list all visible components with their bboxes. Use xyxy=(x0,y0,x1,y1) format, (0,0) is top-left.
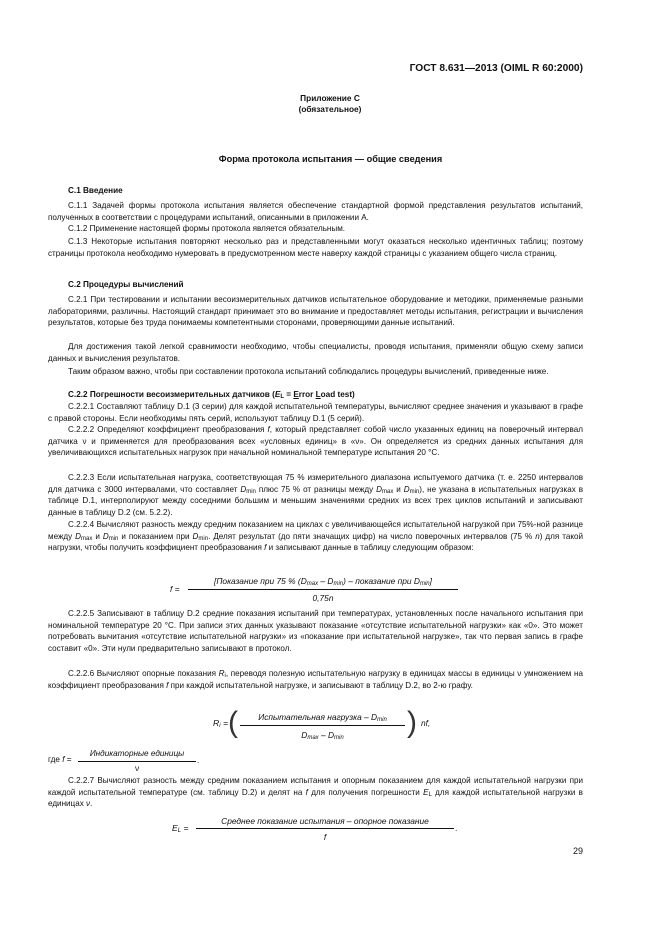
formula-2-lhs: $R_i$ = xyxy=(213,718,228,729)
formula-3-fraction-line xyxy=(196,828,454,829)
paragraph-c1-1: С.1.1 Задачей формы протокола испытания является обеспечение стандартной формой представления результатов испытаний, полученных в соответствии с процедурами испытаний, описанными в приложении А. xyxy=(48,201,583,222)
formula-2-left-paren: ( xyxy=(228,706,238,739)
formula-3-numerator: Среднее показание испытания – опорное показание xyxy=(221,816,429,826)
section-heading-c2: С.2 Процедуры вычислений xyxy=(68,280,184,289)
paragraph-c2-2-1: С.2.2.1 Составляют таблицу D.1 (3 серии) для каждой испытательной температуры, вычисляют среднее значения и указывают в графе с правой стороны. Если необходимы пять серий, используют таблицу D.1 (5 серий). xyxy=(48,402,583,423)
paragraph-c2-2-7: С.2.2.7 Вычисляют разность между средним показанием испытания и опорным показанием для каждой испытательной нагрузки при каждой испытательной температуре (см. таблицу D.2) и делят на f для получения погрешности $E_L$ для каждой испытательной нагрузки в единицах ν. xyxy=(48,776,583,808)
where-clause-denominator: ν xyxy=(134,764,140,773)
standard-code: ГОСТ 8.631—2013 (OIML R 60:2000) xyxy=(409,63,583,74)
section-heading-c2-2: С.2.2 Погрешности весоизмерительных датчиков ($E_L$ = Error Load test) xyxy=(68,390,355,400)
page-number: 29 xyxy=(572,846,583,856)
where-clause-numerator: Индикаторные единицы xyxy=(89,749,185,758)
paragraph-c2-1: С.2.1 При тестировании и испытании весоизмерительных датчиков испытательное оборудование и методики, применяемые разными лабораториями, различны. Настоящий стандарт принимает это во внимание и предоставляет методы испытания, регистрации и вычисления результатов, которые без труда понимаемы компетентными сторонами, проверяющими данные испытаний. xyxy=(48,295,583,327)
where-clause-period: . xyxy=(197,756,200,765)
formula-1-numerator: [Показание при 75 % $(D_{max} - D_{min})$ – показание при $D_{min}$] xyxy=(214,576,432,587)
paragraph-c2-2-2: С.2.2.2 Определяют коэффициент преобразования f, который представляет собой число указанных единиц на поверочный интервал датчика ν и применяется для преобразования всех «условных единиц» в «ν». Он определяется из средних данных испытания для увеличивающихся испытательных нагрузок при начальной номинальной температуре испытания 20 °С. xyxy=(48,425,583,457)
appendix-status: (обязательное) xyxy=(298,104,362,114)
formula-2-tail: nf, xyxy=(421,718,431,728)
paragraph-c2-1c: Таким образом важно, чтобы при составлении протокола испытаний соблюдались процедуры вычислений, приведенные ниже. xyxy=(68,367,549,376)
document-title: Форма протокола испытания — общие сведения xyxy=(218,154,443,164)
formula-2-numerator: Испытательная нагрузка – $D_{min}$ xyxy=(258,712,387,723)
where-clause-fraction-line xyxy=(78,761,196,762)
paragraph-c2-2-3: С.2.2.3 Если испытательная нагрузка, соответствующая 75 % измерительного диапазона испытуемого датчика (т. е. 2250 интервалов для датчика с 3000 интервалами, что составляет $D_{min}$ плюс 75 % от разницы между $D_{max}$ и $D_{min}$), не указана в испытательных нагрузках в таблице D.1, интерполируют между соседними большим и меньшим значениями средних из всех трех циклов испытаний и записывают данные в таблицу D.2 (см. 5.2.2). xyxy=(48,473,583,517)
paragraph-c2-2-6: С.2.2.6 Вычисляют опорные показания $R_i$, переводя полезную испытательную нагрузку в единицах массы в единицы ν умножением на коэффициент преобразования f при каждой испытательной нагрузке, и записывают в таблицу D.2, во 2-ю графу. xyxy=(48,669,583,690)
formula-3-lhs: $E_L$ = xyxy=(172,823,189,834)
formula-2-right-paren: ) xyxy=(407,706,417,739)
paragraph-c1-2: С.1.2 Применение настоящей формы протокола является обязательным. xyxy=(68,224,346,233)
paragraph-c2-2-5: С.2.2.5 Записывают в таблицу D.2 средние показания испытаний при температурах, установленных после начального испытания при номинальной температуре 20 °С. При записи этих данных указывают показание «отсутствие испытательной нагрузки» как «0». Это может потребовать вычитания «отсутствие испытательной нагрузки» из «показание при испытательной нагрузке», так что первая запись в графе составит «0». Эти нули предварительно записывают в протокол. xyxy=(48,609,583,653)
formula-3-denominator: f xyxy=(323,832,327,842)
section-heading-c1: С.1 Введение xyxy=(68,186,123,195)
formula-3-period: . xyxy=(455,823,458,833)
where-clause-lhs: где f = xyxy=(48,755,72,764)
formula-1-denominator: 0,75n xyxy=(312,593,334,603)
formula-1-fraction-line xyxy=(188,589,458,590)
formula-1-lhs: f = xyxy=(170,584,180,594)
paragraph-c2-2-4: С.2.2.4 Вычисляют разность между средним показанием на циклах с увеличивающейся испытательной нагрузкой при 75%-ной разнице между $D_{max}$ и $D_{min}$ и показанием при $D_{min}$. Делят результат (до пяти значащих цифр) на число поверочных интервалов (75 % n) для такой нагрузки, чтобы получить коэффициент преобразования f и записывают данные в таблицу следующим образом: xyxy=(48,520,583,552)
paragraph-c2-1b: Для достижения такой легкой сравнимости необходимо, чтобы специалисты, проводя испытания, применяли общую схему записи данных и вычисления результатов. xyxy=(48,342,583,363)
formula-2-denominator: $D_{max} - D_{min}$ xyxy=(301,730,344,741)
paragraph-c1-3: С.1.3 Некоторые испытания повторяют несколько раз и представленными могут оказаться несколько идентичных таблиц; поэтому страницы протокола необходимо нумеровать в предусмотренном месте наверху каждой страницы с указанием общего числа страниц. xyxy=(48,237,583,258)
formula-2-fraction-line xyxy=(240,725,405,726)
appendix-title: Приложение С xyxy=(300,93,360,103)
